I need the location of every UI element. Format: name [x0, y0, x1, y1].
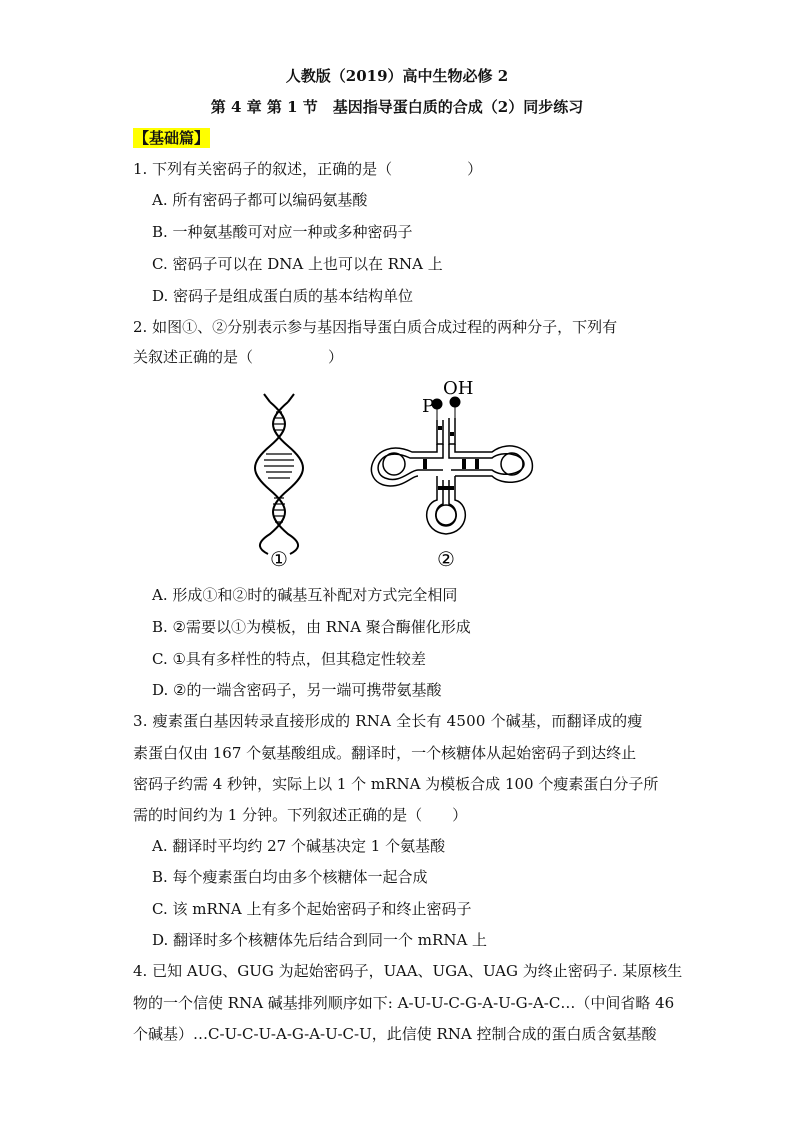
section-tag: 【基础篇】 — [134, 129, 210, 147]
page-subtitle: 第 4 章 第 1 节 基因指导蛋白质的合成（2）同步练习 — [210, 98, 584, 116]
label-1: ① — [270, 547, 288, 571]
question-3-option-b: B. 每个瘦素蛋白均由多个核糖体一起合成 — [152, 868, 428, 886]
question-3-stem-line1: 3. 瘦素蛋白基因转录直接形成的 RNA 全长有 4500 个碱基，而翻译成的瘦 — [133, 712, 643, 730]
question-2-option-c: C. ①具有多样性的特点，但其稳定性较差 — [152, 650, 426, 668]
label-p: P — [422, 396, 435, 417]
question-3-option-c: C. 该 mRNA 上有多个起始密码子和终止密码子 — [152, 900, 472, 918]
label-2: ② — [437, 547, 455, 571]
question-2-stem-line1: 2. 如图①、②分别表示参与基因指导蛋白质合成过程的两种分子，下列有 — [133, 318, 618, 336]
label-oh: OH — [443, 378, 474, 399]
question-4-stem-line2: 物的一个信使 RNA 碱基排列顺序如下: A-U-U-C-G-A-U-G-A-C…（中间省略 46 — [133, 994, 675, 1012]
question-1-option-b: B. 一种氨基酸可对应一种或多种密码子 — [152, 223, 413, 241]
question-3-stem-line4: 需的时间约为 1 分钟。下列叙述正确的是（ ） — [133, 806, 468, 824]
question-1-option-c: C. 密码子可以在 DNA 上也可以在 RNA 上 — [152, 255, 443, 273]
question-3-option-d: D. 翻译时多个核糖体先后结合到同一个 mRNA 上 — [152, 931, 488, 949]
page-title: 人教版（2019）高中生物必修 2 — [285, 67, 509, 85]
question-4-stem-line1: 4. 已知 AUG、GUG 为起始密码子，UAA、UGA、UAG 为终止密码子. 某原核生 — [133, 962, 683, 980]
question-3-option-a: A. 翻译时平均约 27 个碱基决定 1 个氨基酸 — [152, 837, 446, 855]
question-3-stem-line3: 密码子约需 4 秒钟，实际上以 1 个 mRNA 为模板合成 100 个瘦素蛋白分子所 — [133, 775, 659, 793]
question-1-option-d: D. 密码子是组成蛋白质的基本结构单位 — [152, 287, 414, 305]
question-1-stem: 1. 下列有关密码子的叙述，正确的是（ ） — [133, 160, 483, 178]
question-2-option-d: D. ②的一端含密码子，另一端可携带氨基酸 — [152, 681, 442, 699]
trna-end-markers — [432, 397, 460, 420]
question-4-stem-line3: 个碱基）…C-U-C-U-A-G-A-U-C-U，此信使 RNA 控制合成的蛋白质含氨基酸 — [133, 1025, 657, 1043]
question-2-option-a: A. 形成①和②时的碱基互补配对方式完全相同 — [152, 586, 458, 604]
question-1-option-a: A. 所有密码子都可以编码氨基酸 — [152, 191, 368, 209]
question-2-stem-line2: 关叙述正确的是（ ） — [133, 348, 344, 366]
dna-trna-figure — [240, 374, 540, 574]
dna-base-pairs — [264, 412, 294, 522]
question-2-option-b: B. ②需要以①为模板，由 RNA 聚合酶催化形成 — [152, 618, 471, 636]
question-3-stem-line2: 素蛋白仅由 167 个氨基酸组成。翻译时，一个核糖体从起始密码子到达终止 — [133, 744, 637, 762]
